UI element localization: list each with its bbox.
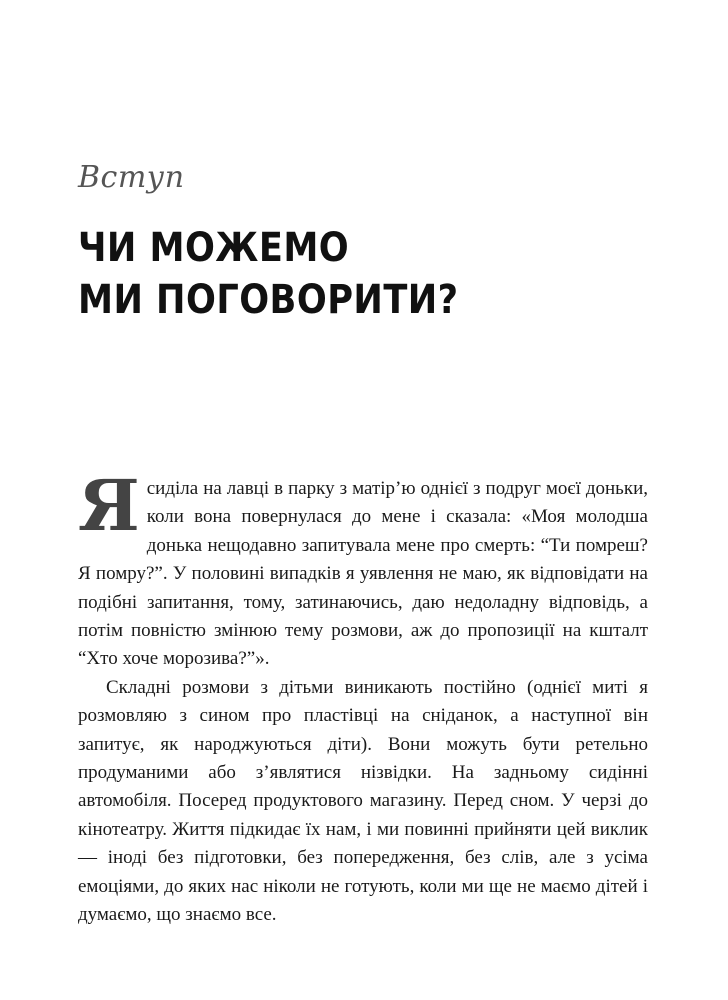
body-text (78, 464, 648, 930)
paragraph-2-text: Складні розмови з дітьми виникають постійно (однієї миті я розмовляю з сином про пластівці на сніданок, а наступної він запитує, як народжуються діти). Вони можуть бути ретельно продуманими або з’являтися нізвідки. На задньому сидінні автомобіля. Посеред продуктового магазину. Перед сном. У черзі до кінотеатру. Життя підкидає їх нам, і ми повинні прийняти цей виклик — іноді без підготовки, без попередження, без слів, але з усіма емоціями, до яких нас ніколи не готують, коли ми ще не маємо дітей і думаємо, що знаємо все. (78, 676, 648, 926)
paragraph-1-text: сиділа на лавці в парку з матір’ю однієї з подруг моєї доньки, коли вона повернулася до мене і сказала: «Моя молодша донька нещодавно запитувала мене про смерть: “Ти помреш? Я помру?”. У половині випадків я уявлення не маю, як відповідати на подібні запитання, тому, затинаючись, даю недоладну відповідь, а потім повністю змінюю тему розмови, аж до пропозиції на кшталт “Хто хоче морозива?”». (78, 478, 648, 670)
drop-cap: Я (78, 464, 140, 547)
paragraph-1 (78, 464, 648, 674)
chapter-title-line-1: ЧИ МОЖЕМО (78, 225, 350, 271)
chapter-title (78, 222, 606, 326)
chapter-title-line-2: МИ ПОГОВОРИТИ? (78, 277, 459, 323)
paragraph-2 (78, 674, 648, 930)
section-label: Вступ (78, 160, 185, 195)
